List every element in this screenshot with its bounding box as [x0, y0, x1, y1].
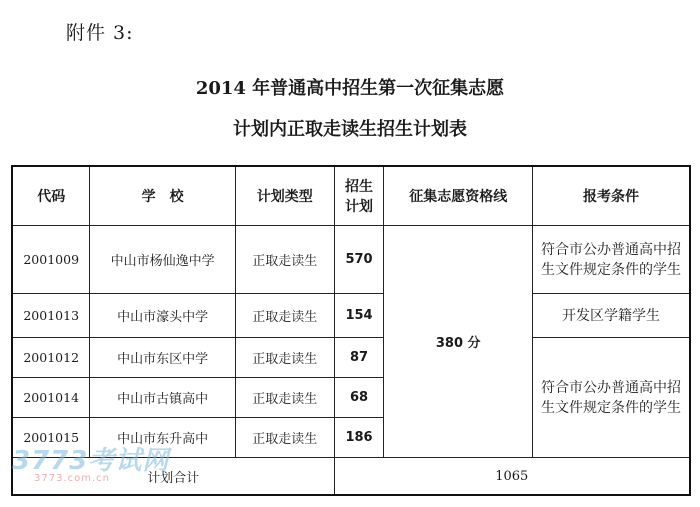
- cell-plan-type: 正取走读生: [235, 338, 334, 378]
- cell-score-line: 380 分: [384, 226, 533, 458]
- header-school: 学 校: [90, 166, 236, 226]
- cell-school: 中山市东升高中: [90, 418, 236, 458]
- header-score-line: 征集志愿资格线: [384, 166, 533, 226]
- cell-code: 2001009: [12, 226, 90, 294]
- cell-plan-type: 正取走读生: [235, 294, 334, 338]
- table-row: [12, 226, 690, 294]
- cell-plan: 87: [334, 338, 384, 378]
- cell-conditions-group2: 开发区学籍学生: [532, 294, 690, 338]
- site-watermark: 3773考试网: [12, 446, 170, 476]
- cell-conditions-group3: 符合市公办普通高中招生文件规定条件的学生: [532, 338, 690, 458]
- cell-plan: 186: [334, 418, 384, 458]
- cell-plan: 154: [334, 294, 384, 338]
- cell-plan-type: 正取走读生: [235, 418, 334, 458]
- table-header-row: [12, 166, 690, 226]
- page-title: 2014 年普通高中招生第一次征集志愿: [195, 78, 505, 99]
- cell-school: 中山市古镇高中: [90, 378, 236, 418]
- header-enroll-line2: 计划: [345, 199, 374, 215]
- header-code: 代码: [12, 166, 90, 226]
- cell-code: 2001012: [12, 338, 90, 378]
- cell-school: 中山市濠头中学: [90, 294, 236, 338]
- total-value: 1065: [334, 458, 690, 496]
- total-label: 计划合计: [12, 458, 334, 496]
- cell-code: 2001014: [12, 378, 90, 418]
- cell-plan-type: 正取走读生: [235, 226, 334, 294]
- cell-plan: 570: [334, 226, 384, 294]
- attachment-label: 附件 3:: [66, 22, 134, 44]
- cell-plan-type: 正取走读生: [235, 378, 334, 418]
- cell-plan: 68: [334, 378, 384, 418]
- cell-code: 2001015: [12, 418, 90, 458]
- header-conditions: 报考条件: [532, 166, 690, 226]
- header-plan-type: 计划类型: [235, 166, 334, 226]
- header-enroll-line1: 招生: [345, 179, 374, 195]
- cell-conditions-group1: 符合市公办普通高中招生文件规定条件的学生: [532, 226, 690, 294]
- page-subtitle: 计划内正取走读生招生计划表: [233, 119, 467, 140]
- cell-school: 中山市杨仙逸中学: [90, 226, 236, 294]
- table-row: [12, 294, 690, 338]
- cell-school: 中山市东区中学: [90, 338, 236, 378]
- cell-code: 2001013: [12, 294, 90, 338]
- site-watermark-url: 3773.com.cn: [34, 473, 110, 484]
- header-enrollment-plan: [334, 166, 384, 226]
- table-row: [12, 338, 690, 378]
